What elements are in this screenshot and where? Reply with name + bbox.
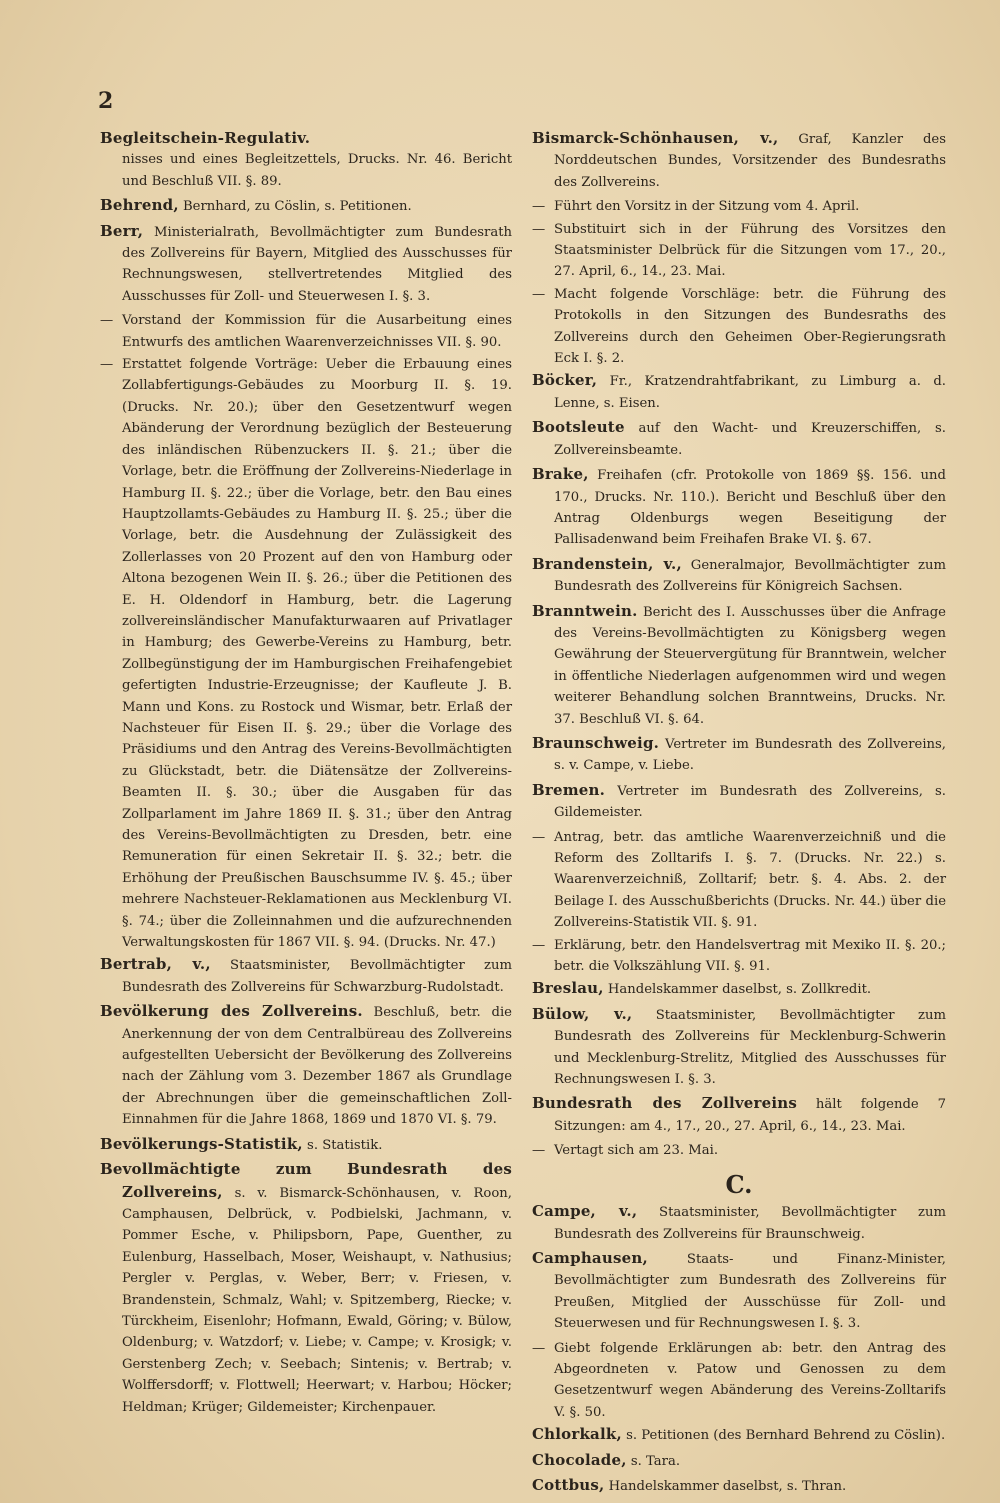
- entry-text: Staats- und Finanz-Minister, Bevollmächtigter zum Bundesrath des Zollvereins für Preußen, Mitglied der Ausschüsse für Zoll- und Steuerwesen und für Rechnungswesen I. §. 3.: [554, 1251, 946, 1332]
- index-entry: [532, 1004, 946, 1091]
- entry-headword: Behrend,: [100, 196, 179, 215]
- entry-text: Vertreter im Bundesrath des Zollvereins, s. v. Campe, v. Liebe.: [554, 736, 946, 774]
- sub-entry: [532, 284, 946, 370]
- entry-text: hält folgende 7 Sitzungen: am 4., 17., 20., 27. April, 6., 14., 23. Mai.: [554, 1097, 946, 1134]
- sub-entry: [532, 1338, 946, 1424]
- entry-headword: Bevollmächtigte zum Bundesrath des Zollvereins,: [100, 1160, 512, 1201]
- entry-text: Bernhard, zu Cöslin, s. Petitionen.: [178, 199, 412, 215]
- entry-text: Graf, Kanzler des Norddeutschen Bundes, Vorsitzender des Bundesraths des Zollvereins.: [554, 132, 947, 190]
- sub-entry-text: Erstattet folgende Vorträge: Ueber die Erbauung eines Zollabfertigungs-Gebäudes zu Moorburg II. §. 19. (Drucks. Nr. 20.); über den Gesetzentwurf wegen Abänderung der Verordnung bezüglich der Besteuerung des inländischen Rübenzuckers II. §. 21.; über die Vorlage, betr. die Eröffnung der Zollvereins-Niederlage in Hamburg II. §. 22.; über die Vorlage, betr. den Bau eines Hauptzollamts-Gebäudes zu Hamburg II. §. 25.; über die Vorlage, betr. die Ausdehnung der Zulässigkeit des Zollerlasses von 20 Prozent auf den von Hamburg oder Altona bezogenen Wein II. §. 26.; über die Petitionen des E. H. Oldendorf in Hamburg, betr. die Lagerung zollvereinsländischer Manufakturwaaren auf Privatlager in Hamburg; des Gewerbe-Vereins zu Hamburg, betr. Zollbegünstigung der im Hamburgischen Freihafengebiet gefertigten Industrie-Erzeugnisse; der Kaufleute J. B. Mann und Kons. zu Rostock und Wismar, betr. Erlaß der Nachsteuer für Eisen II. §. 29.; über die Vorlage des Präsidiums und den Antrag des Vereins-Bevollmächtigten zu Glückstadt, betr. die Diätensätze der Zollvereins-Beamten II. §. 30.; über die Ausgaben für das Zollparlament im Jahre 1869 II. §. 31.; über den Antrag des Vereins-Bevollmächtigten zu Dresden, betr. eine Remuneration für einen Sekretair II. §. 32.; betr. die Erhöhung der Preußischen Bauschsumme IV. §. 45.; über mehrere Nachsteuer-Reklamationen aus Mecklenburg VI. §. 74.; über die Zolleinnahmen und die aufzurechnenden Verwaltungskosten für 1867 VII. §. 94. (Drucks. Nr. 47.): [122, 357, 512, 951]
- entry-text: Ministerialrath, Bevollmächtigter zum Bundesrath des Zollvereins für Bayern, Mitglied des Ausschusses für Rechnungswesen, stellvertretendes Mitglied des Ausschusses für Zoll- und Steuerwesen I. §. 3.: [122, 224, 512, 304]
- left-column: [100, 128, 512, 1421]
- entry-text: auf den Wacht- und Kreuzerschiffen, s. Zollvereinsbeamte.: [554, 421, 946, 458]
- entry-headword: Brandenstein, v.,: [532, 554, 682, 573]
- sub-entry-dash: —: [532, 1340, 546, 1356]
- entry-text: s. Statistik.: [302, 1137, 383, 1153]
- sub-entry-text: Führt den Vorsitz in der Sitzung vom 4. April.: [554, 199, 860, 215]
- entry-text: Bericht des I. Ausschusses über die Anfrage des Vereins-Bevollmächtigten zu Königsberg wegen Gewährung der Steuervergütung für Branntwein, welcher in öffentliche Niederlagen aufgenommen wird und wegen weiterer Behandlung solchen Branntweins, Drucks. Nr. 37. Beschluß VI. §. 64.: [554, 604, 946, 727]
- sub-entry-dash: —: [532, 286, 546, 302]
- sub-entry-text: Macht folgende Vorschläge: betr. die Führung des Protokolls in den Sitzungen des Bundesraths des Zollvereins durch den Geheimen Ober-Regierungsrath Eck I. §. 2.: [554, 286, 946, 367]
- index-entry: [100, 195, 512, 217]
- entry-text: Fr., Kratzendrahtfabrikant, zu Limburg a. d. Lenne, s. Eisen.: [554, 374, 946, 411]
- entry-headword: Bülow, v.,: [532, 1004, 633, 1023]
- sub-entry-text: Antrag, betr. das amtliche Waarenverzeichniß und die Reform des Zolltarifs I. §. 7. (Drucks. Nr. 22.) s. Waarenverzeichniß, Zolltarif; betr. §. 4. Abs. 2. der Beilage I. des Ausschußberichts (Drucks. Nr. 44.) über die Zollvereins-Statistik VII. §. 91.: [554, 829, 946, 931]
- sub-entry-dash: —: [532, 1143, 546, 1159]
- entry-headword: Berr,: [100, 221, 144, 240]
- entry-text: Staatsminister, Bevollmächtigter zum Bundesrath des Zollvereins für Schwarzburg-Rudolstadt.: [122, 958, 512, 995]
- entry-headword: Brake,: [532, 465, 589, 484]
- page-number: 2: [98, 88, 114, 114]
- entry-headword: Breslau,: [532, 979, 604, 998]
- index-entry: [100, 221, 512, 308]
- entry-headword: Branntwein.: [532, 601, 638, 620]
- entry-headword: Camphausen,: [532, 1248, 648, 1267]
- entry-text: Generalmajor, Bevollmächtigter zum Bundesrath des Zollvereins für Königreich Sachsen.: [554, 557, 946, 595]
- sub-entry-text: Vertagt sich am 23. Mai.: [554, 1143, 719, 1159]
- entry-text: Handelskammer daselbst, s. Thran.: [604, 1478, 847, 1494]
- sub-entry-dash: —: [532, 937, 546, 953]
- sub-entry: [100, 354, 512, 953]
- entry-text: nisses und eines Begleitzettels, Drucks. Nr. 46. Bericht und Beschluß VII. §. 89.: [122, 152, 512, 189]
- entry-headword: Campe, v.,: [532, 1202, 638, 1221]
- index-entry: [100, 954, 512, 998]
- entry-headword: Begleitschein-Regulativ.: [100, 129, 311, 147]
- entry-headword: Bremen.: [532, 780, 606, 799]
- entry-text: Handelskammer daselbst, s. Zollkredit.: [603, 982, 872, 998]
- index-entry: [100, 128, 512, 192]
- sub-entry-text: Substituirt sich in der Führung des Vorsitzes den Staatsminister Delbrück für die Sitzungen vom 17., 20., 27. April, 6., 14., 23. Mai.: [554, 221, 946, 280]
- entry-headword: Bevölkerung des Zollvereins.: [100, 1002, 363, 1021]
- sub-entry-dash: —: [532, 199, 546, 215]
- sub-entry: [532, 219, 946, 283]
- index-entry: [532, 1450, 946, 1472]
- sub-entry-dash: —: [100, 357, 114, 373]
- index-entry: [532, 554, 946, 598]
- entry-text: Freihafen (cfr. Protokolle von 1869 §§. 156. und 170., Drucks. Nr. 110.). Bericht und Beschluß über den Antrag Oldenburgs wegen Beseitigung der Pallisadenwand beim Freihafen Brake VI. §. 67.: [554, 468, 946, 548]
- entry-headword: Chocolade,: [532, 1450, 627, 1469]
- index-entry: [532, 733, 946, 777]
- sub-entry: [532, 196, 946, 217]
- sub-entry: [532, 1140, 946, 1161]
- entry-text: s. Petitionen (des Bernhard Behrend zu Cöslin).: [621, 1428, 946, 1444]
- entry-text: Beschluß, betr. die Anerkennung der von dem Centralbüreau des Zollvereins aufgestellten Uebersicht der Bevölkerung des Zollvereins nach der Zählung vom 3. Dezember 1867 als Grundlage der Abrechnungen über die gemeinschaftlichen Zoll-Einnahmen für die Jahre 1868, 1869 und 1870 VI. §. 79.: [122, 1005, 512, 1128]
- sub-entry-dash: —: [532, 221, 546, 237]
- index-entry: [532, 601, 946, 730]
- entry-headword: Cottbus,: [532, 1475, 605, 1494]
- index-entry: [532, 1475, 946, 1497]
- index-entry: [532, 417, 946, 461]
- entry-headword: Böcker,: [532, 371, 598, 390]
- index-entry: [532, 370, 946, 414]
- entry-headword: Bootsleute: [532, 418, 625, 437]
- sub-entry-text: Erklärung, betr. den Handelsvertrag mit Mexiko II. §. 20.; betr. die Volkszählung VII. §. 91.: [554, 937, 946, 975]
- index-entry: [532, 1248, 946, 1335]
- index-entry: [532, 128, 946, 193]
- entry-text: Staatsminister, Bevollmächtigter zum Bundesrath des Zollvereins für Mecklenburg-Schwerin und Mecklenburg-Strelitz, Mitglied des Ausschusses für Rechnungswesen I. §. 3.: [554, 1007, 946, 1088]
- entry-headword: Bismarck-Schönhausen, v.,: [532, 129, 779, 147]
- index-entry: [100, 1001, 512, 1130]
- sub-entry-text: Giebt folgende Erklärungen ab: betr. den Antrag des Abgeordneten v. Patow und Genossen zu dem Gesetzentwurf wegen Abänderung des Vereins-Zolltarifs V. §. 50.: [554, 1340, 946, 1420]
- entry-headword: Bertrab, v.,: [100, 955, 211, 974]
- index-entry: [100, 1159, 512, 1418]
- index-entry: [532, 1093, 946, 1137]
- sub-entry-dash: —: [532, 829, 546, 845]
- index-entry: [532, 1424, 946, 1446]
- entry-headword: Bevölkerungs-Statistik,: [100, 1134, 303, 1153]
- section-heading: C.: [725, 1169, 753, 1199]
- sub-entry: [532, 935, 946, 978]
- right-column: [532, 128, 946, 1500]
- entry-headword: Bundesrath des Zollvereins: [532, 1094, 798, 1113]
- index-entry: [532, 780, 946, 824]
- sub-entry: [532, 827, 946, 934]
- entry-text: Vertreter im Bundesrath des Zollvereins, s. Gildemeister.: [554, 783, 946, 821]
- sub-entry: [100, 310, 512, 353]
- index-entry: [100, 1134, 512, 1156]
- index-entry: [532, 464, 946, 551]
- entry-headword: Braunschweig.: [532, 733, 660, 752]
- entry-text: s. v. Bismarck-Schönhausen, v. Roon, Camphausen, Delbrück, v. Podbielski, Jachmann, v. Pommer Esche, v. Philipsborn, Pape, Guenther, zu Eulenburg, Hasselbach, Moser, Weishaupt, v. Nathusius; Pergler v. Perglas, v. Weber, Berr; v. Friesen, v. Brandenstein, Schmalz, Wahl; v. Spitzemberg, Riecke; v. Türckheim, Eisenlohr; Hofmann, Ewald, Göring; v. Bülow, Oldenburg; v. Watzdorf; v. Liebe; v. Campe; v. Krosigk; v. Gerstenberg Zech; v. Seebach; Sintenis; v. Bertrab; v. Wolffersdorff; v. Flottwell; Heerwart; v. Harbou; Höcker; Heldman; Krüger; Gildemeister; Kirchenpauer.: [122, 1185, 512, 1415]
- sub-entry-text: Vorstand der Kommission für die Ausarbeitung eines Entwurfs des amtlichen Waarenverzeichnisses VII. §. 90.: [122, 313, 512, 350]
- index-entry: [532, 1201, 946, 1245]
- index-entry: [532, 978, 946, 1000]
- sub-entry-dash: —: [100, 313, 114, 329]
- entry-text: Staatsminister, Bevollmächtigter zum Bundesrath des Zollvereins für Braunschweig.: [554, 1205, 946, 1242]
- entry-text: s. Tara.: [626, 1453, 681, 1469]
- entry-headword: Chlorkalk,: [532, 1425, 622, 1444]
